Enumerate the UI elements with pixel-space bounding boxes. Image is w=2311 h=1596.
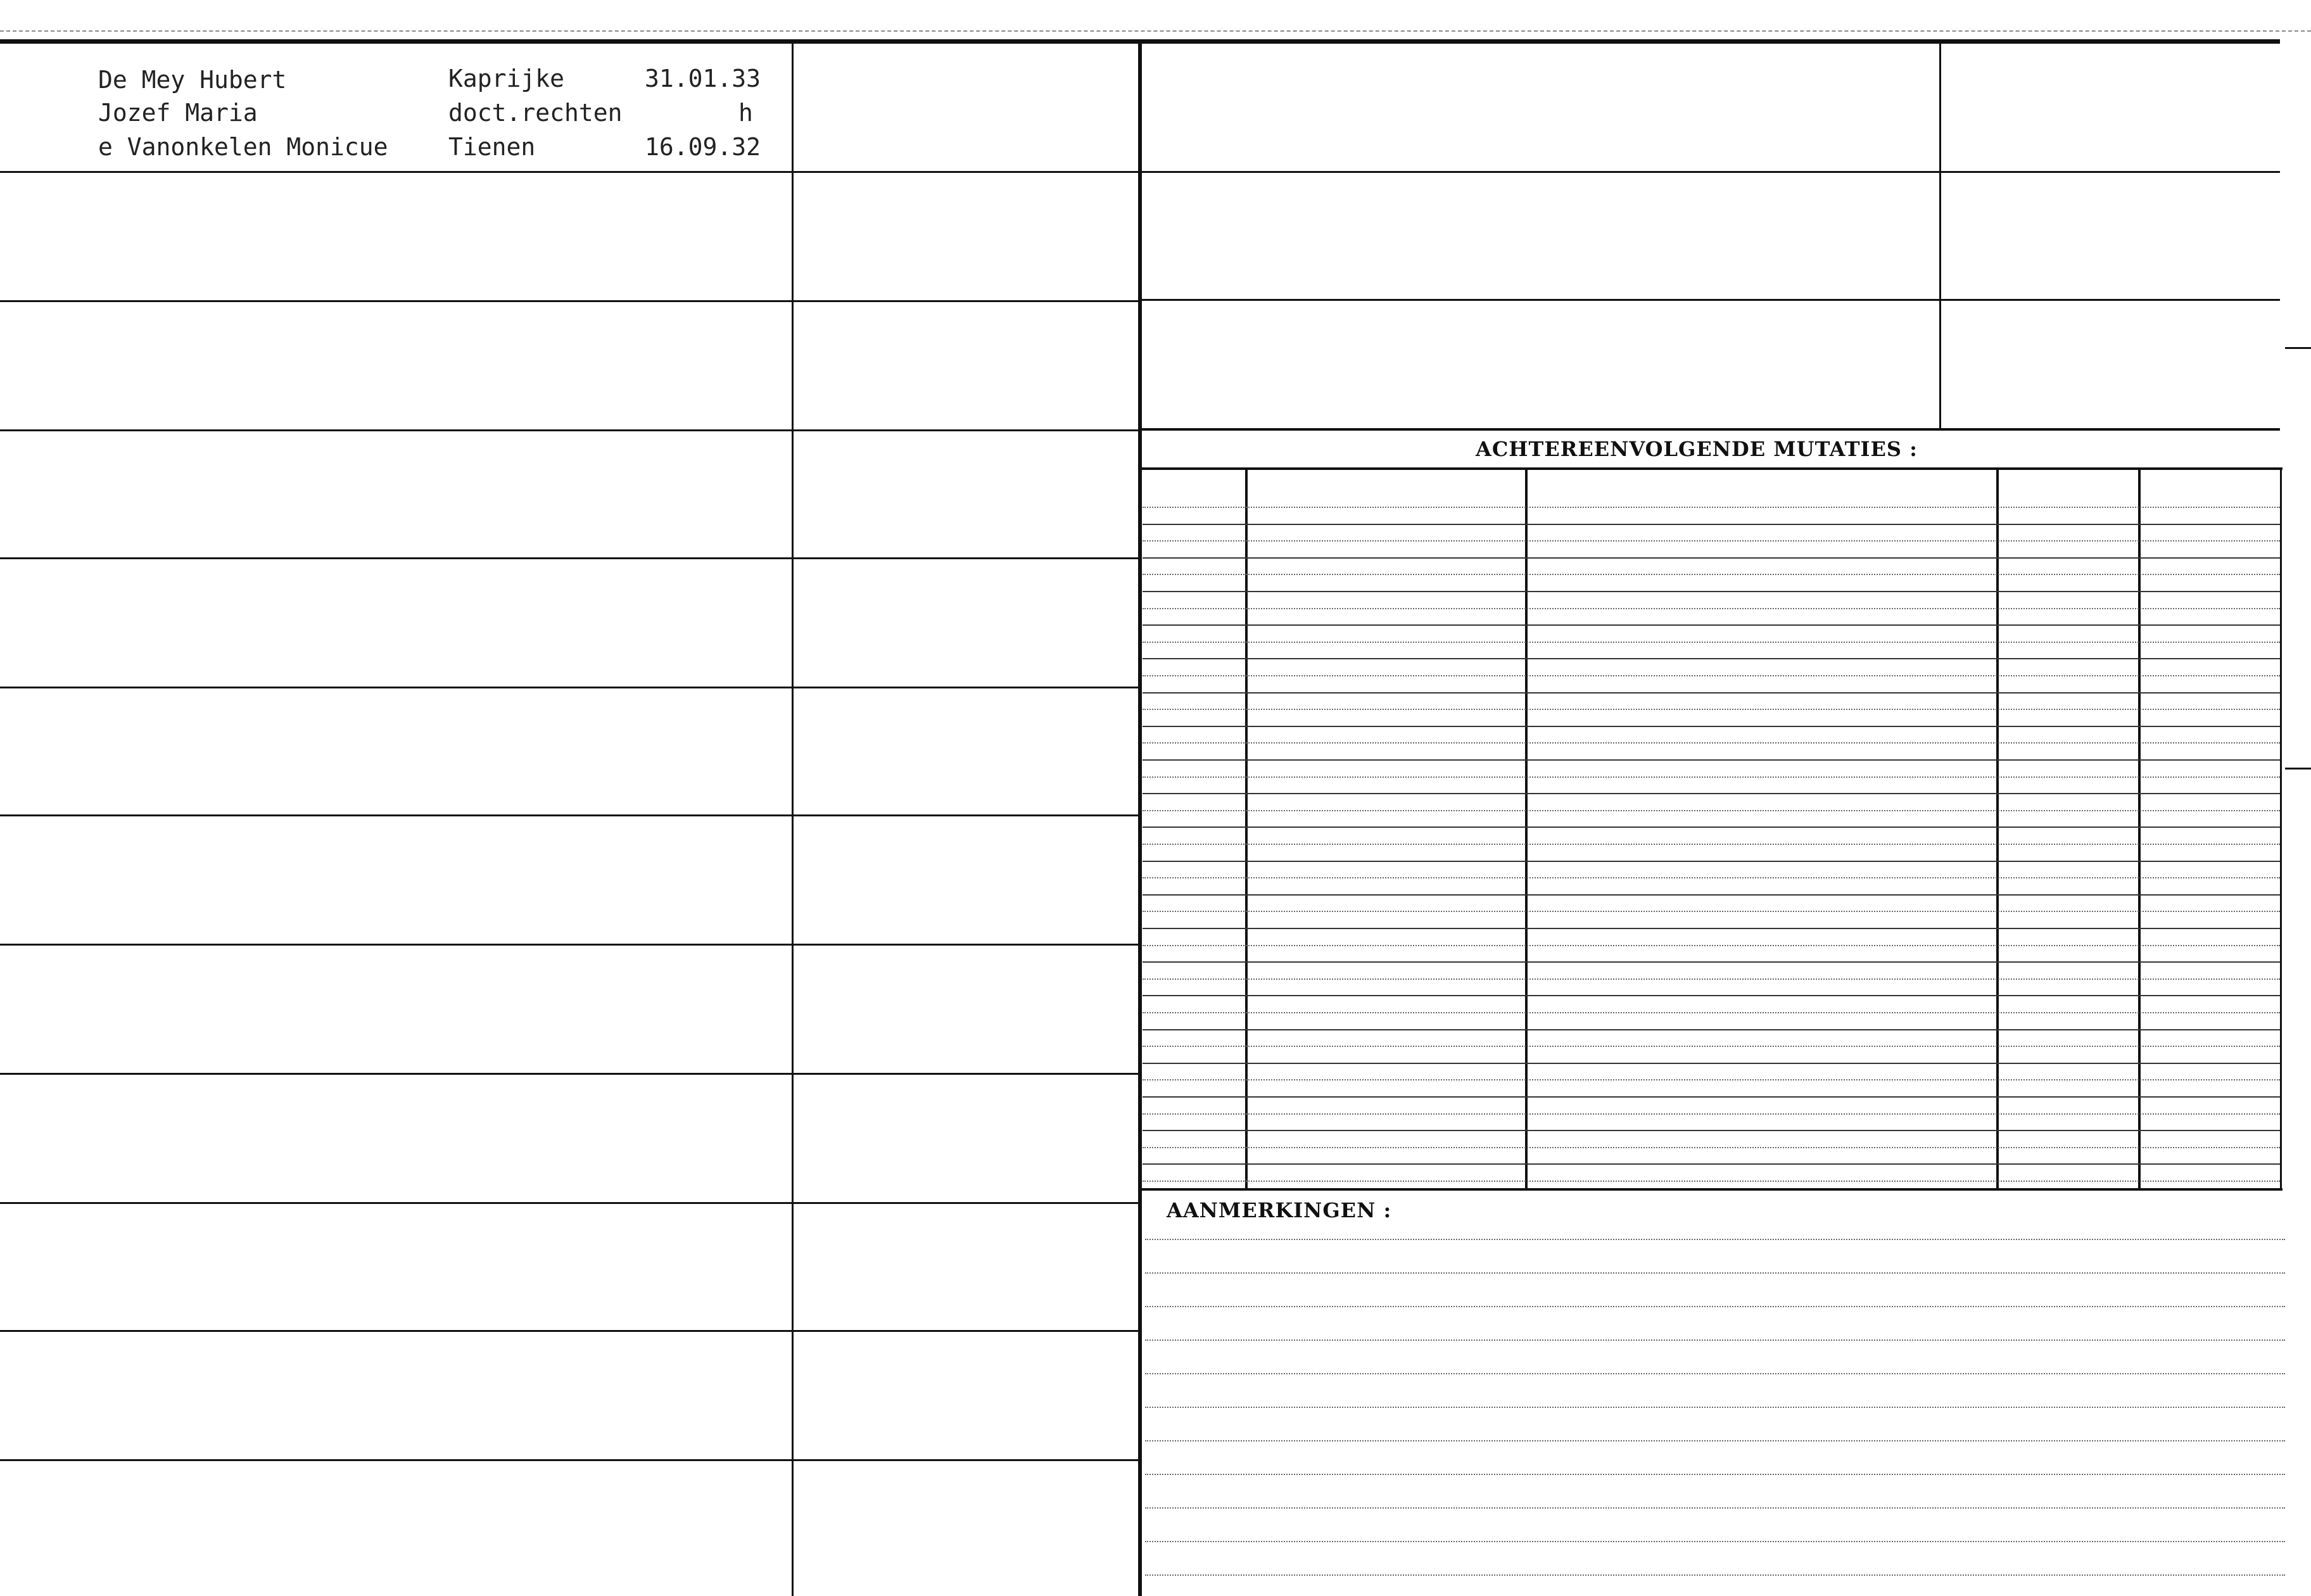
remark-line (1145, 1373, 2285, 1374)
remark-line (1145, 1239, 2285, 1240)
remark-line (1145, 1440, 2285, 1441)
remark-line (1145, 1407, 2285, 1408)
mutation-row-line (1143, 1147, 2280, 1148)
mutation-row-line (1143, 1113, 2280, 1115)
left-grid-row-line (0, 1459, 1140, 1461)
right-upper-row-3 (1140, 428, 2280, 431)
mutation-row-line (1143, 540, 2280, 542)
mutation-row-line (1143, 726, 2280, 727)
mutation-row-line (1143, 894, 2280, 896)
record-date-line2: h (738, 99, 753, 127)
remark-line (1145, 1507, 2285, 1509)
mutation-row-line (1143, 1012, 2280, 1013)
mutation-row-line (1143, 608, 2280, 609)
mutation-row-line (1143, 574, 2280, 575)
mutation-row-line (1143, 1079, 2280, 1080)
left-column-divider (792, 42, 794, 1596)
mutation-row-line (1143, 861, 2280, 862)
left-grid-row-line (0, 814, 1140, 816)
edge-mark-1 (2285, 347, 2311, 349)
mutation-row-line (1143, 759, 2280, 761)
top-header-dashed-line (0, 30, 2311, 32)
left-grid-row-line (0, 557, 1140, 559)
mutation-row-line (1143, 642, 2280, 643)
mutation-row-line (1143, 978, 2280, 980)
remark-line (1145, 1340, 2285, 1341)
mutation-row-line (1143, 911, 2280, 912)
mutation-row-line (1143, 826, 2280, 828)
mutation-row-line (1143, 961, 2280, 963)
mutations-right-border (2280, 467, 2282, 1189)
mutation-row-line (1143, 507, 2280, 508)
mutation-row-line (1143, 1096, 2280, 1098)
mutation-row-line (1143, 1130, 2280, 1131)
mutation-row-line (1143, 742, 2280, 744)
mutation-row-line (1143, 793, 2280, 794)
remark-line (1145, 1306, 2285, 1307)
record-date-line1: 31.01.33 (645, 65, 761, 92)
mutation-row-line (1143, 1181, 2280, 1182)
right-upper-row-1 (1140, 171, 2280, 173)
left-grid-row-line (0, 944, 1140, 946)
mutations-table-bottom (1140, 1188, 2283, 1191)
mutations-heading: ACHTEREENVOLGENDE MUTATIES : (1476, 437, 1918, 461)
mutations-col-1 (1245, 469, 1248, 1189)
mutation-row-line (1143, 1029, 2280, 1030)
remark-line (1145, 1541, 2285, 1542)
remark-line (1145, 1574, 2285, 1576)
record-place-line1: Kaprijke (448, 65, 565, 92)
mutation-row-line (1143, 1063, 2280, 1064)
record-date-line3: 16.09.32 (645, 133, 761, 161)
left-grid-row-line (0, 1202, 1140, 1204)
left-grid-row-line (0, 1073, 1140, 1075)
left-grid-row-line (0, 171, 1140, 173)
remark-line (1145, 1474, 2285, 1475)
record-name-line3: e Vanonkelen Monicue (98, 133, 388, 161)
mutation-row-line (1143, 709, 2280, 710)
left-grid-row-line (0, 429, 1140, 431)
mutation-row-line (1143, 995, 2280, 996)
mutation-row-line (1143, 877, 2280, 878)
mutation-row-line (1143, 810, 2280, 811)
mutations-col-3 (1996, 469, 1999, 1189)
remarks-heading: AANMERKINGEN : (1167, 1198, 1392, 1222)
mutation-row-line (1143, 591, 2280, 592)
mutation-row-line (1143, 945, 2280, 946)
mutation-row-line (1143, 658, 2280, 659)
left-grid-row-line (0, 687, 1140, 688)
record-place-line2: doct.rechten (448, 99, 623, 127)
mutation-row-line (1143, 624, 2280, 626)
remark-line (1145, 1272, 2285, 1274)
mutations-col-4 (2138, 469, 2141, 1189)
mutation-row-line (1143, 1046, 2280, 1047)
mutation-row-line (1143, 928, 2280, 929)
mutations-table-top (1140, 467, 2283, 470)
record-place-line3: Tienen (448, 133, 536, 161)
right-upper-row-2 (1140, 299, 2280, 301)
mutation-row-line (1143, 675, 2280, 676)
mutation-row-line (1143, 776, 2280, 778)
record-name-line1: De Mey Hubert (98, 66, 287, 94)
left-grid-row-line (0, 300, 1140, 302)
left-grid-row-line (0, 1330, 1140, 1332)
center-divider (1138, 42, 1142, 1596)
mutation-row-line (1143, 844, 2280, 845)
mutation-row-line (1143, 1163, 2280, 1165)
mutation-row-line (1143, 524, 2280, 525)
right-upper-divider (1939, 42, 1941, 428)
record-name-line2: Jozef Maria (98, 99, 258, 127)
mutation-row-line (1143, 692, 2280, 694)
mutations-col-2 (1525, 469, 1528, 1189)
edge-mark-2 (2285, 768, 2311, 770)
mutation-row-line (1143, 557, 2280, 559)
